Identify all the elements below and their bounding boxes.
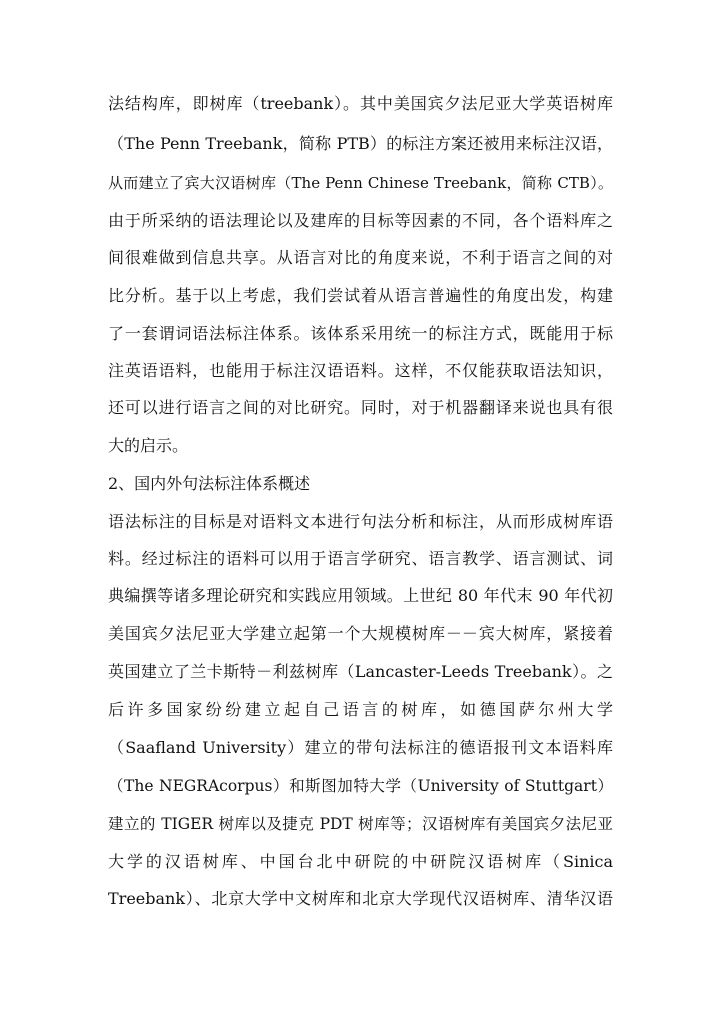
body-text-line: 大学的汉语树库、中国台北中研院的中研院汉语树库（Sinica bbox=[108, 852, 613, 871]
body-text-line: 料。经过标注的语料可以用于语言学研究、语言教学、语言测试、词 bbox=[108, 549, 613, 568]
body-text-line: 法结构库，即树库（treebank）。其中美国宾夕法尼亚大学英语树库 bbox=[108, 94, 613, 113]
body-text-line: 从而建立了宾大汉语树库（The Penn Chinese Treebank，简称 CTB）。 bbox=[108, 174, 613, 192]
body-text-line: 建立的 TIGER 树库以及捷克 PDT 树库等；汉语树库有美国宾夕法尼亚 bbox=[108, 815, 613, 833]
body-text-line: 大的启示。 bbox=[108, 436, 189, 455]
body-text-line: 比分析。基于以上考虑，我们尝试着从语言普遍性的角度出发，构建 bbox=[108, 286, 613, 305]
body-text-line: （The Penn Treebank，简称 PTB）的标注方案还被用来标注汉语， bbox=[108, 134, 613, 153]
body-text-line: 英国建立了兰卡斯特－利兹树库（Lancaster-Leeds Treebank）。之 bbox=[108, 662, 613, 681]
body-text-line: 注英语语料，也能用于标注汉语语料。这样，不仅能获取语法知识， bbox=[108, 361, 613, 380]
body-text-line: 后许多国家纷纷建立起自己语言的树库，如德国萨尔州大学 bbox=[108, 700, 613, 719]
section-heading: 2、国内外句法标注体系概述 bbox=[108, 474, 311, 493]
body-text-line: Treebank）、北京大学中文树库和北京大学现代汉语树库、清华汉语 bbox=[108, 889, 613, 908]
body-text-line: 典编撰等诸多理论研究和实践应用领域。上世纪 80 年代末 90 年代初 bbox=[108, 586, 613, 605]
body-text-line: 了一套谓词语法标注体系。该体系采用统一的标注方式，既能用于标 bbox=[108, 324, 613, 343]
body-text-line: 语法标注的目标是对语料文本进行句法分析和标注，从而形成树库语 bbox=[108, 512, 613, 531]
body-text-line: 还可以进行语言之间的对比研究。同时，对于机器翻译来说也具有很 bbox=[108, 398, 613, 417]
body-text-line: 由于所采纳的语法理论以及建库的目标等因素的不同，各个语料库之 bbox=[108, 211, 613, 230]
body-text-line: （Saafland University）建立的带句法标注的德语报刊文本语料库 bbox=[108, 738, 613, 757]
body-text-line: （The NEGRAcorpus）和斯图加特大学（University of Stuttgart） bbox=[108, 777, 613, 795]
body-text-line: 美国宾夕法尼亚大学建立起第一个大规模树库－－宾大树库，紧接着 bbox=[108, 624, 613, 643]
body-text-line: 间很难做到信息共享。从语言对比的角度来说，不利于语言之间的对 bbox=[108, 248, 613, 267]
